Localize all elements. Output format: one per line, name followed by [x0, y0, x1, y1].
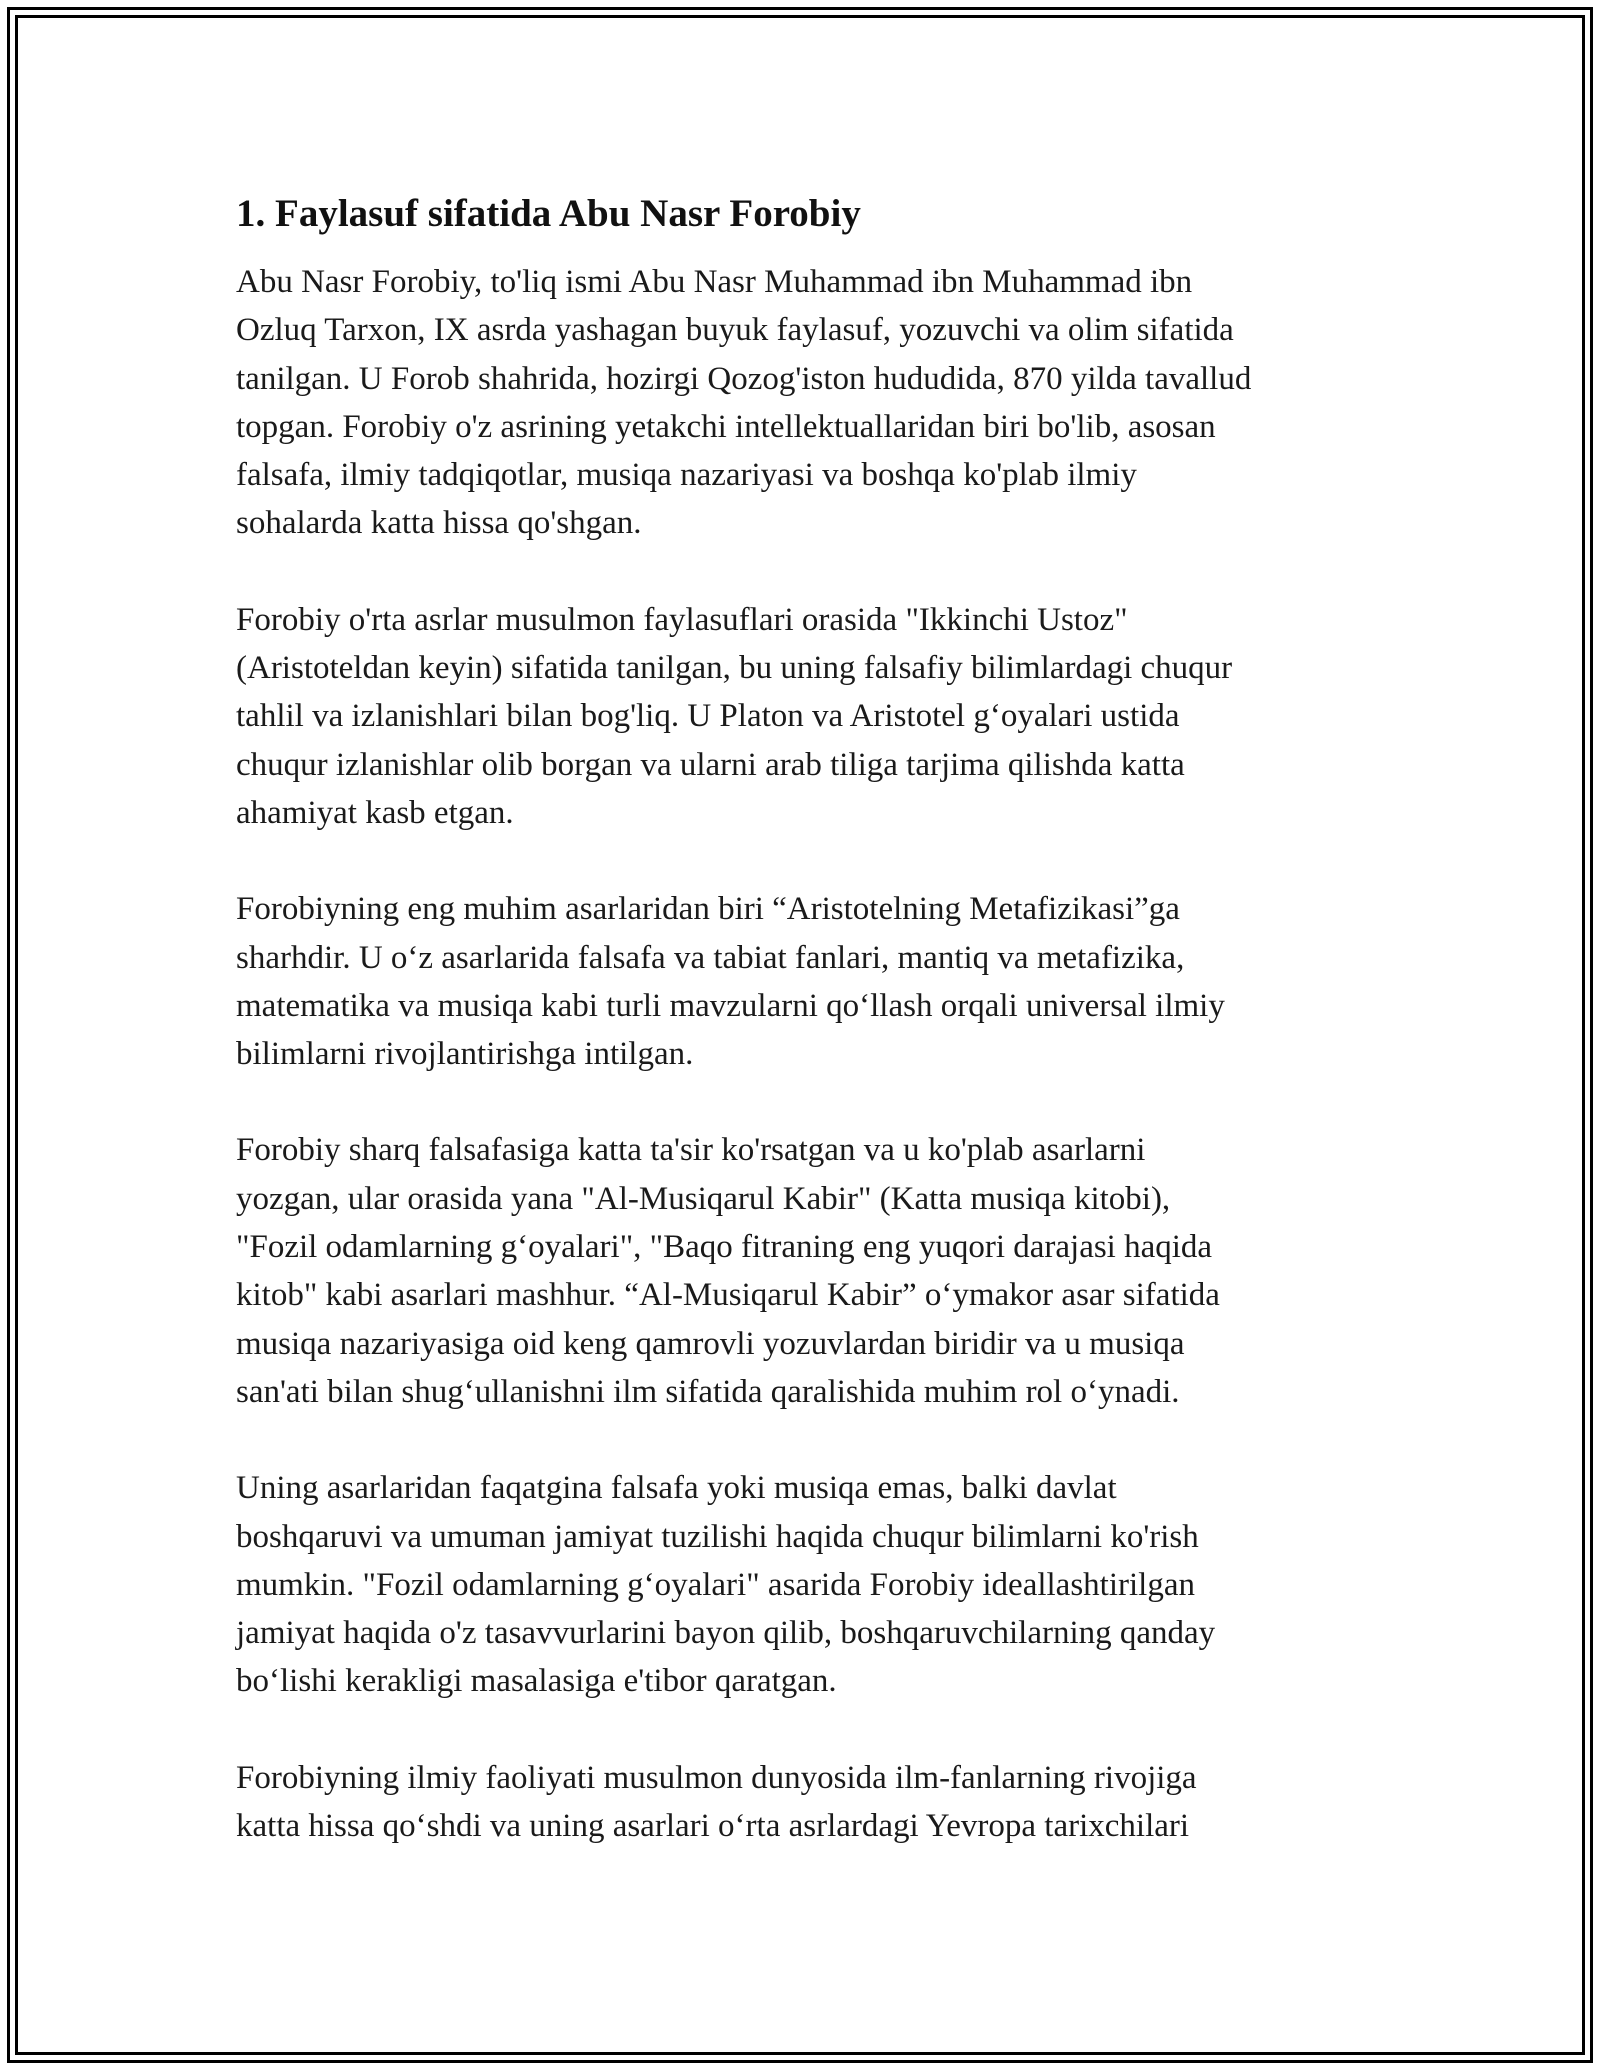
paragraph-6: Forobiyning ilmiy faoliyati musulmon dunyosida ilm-fanlarning rivojiga katta hissa qo‘shdi va uning asarlari o‘rta asrlardagi Yevropa tarixchilari: [236, 1759, 1197, 1845]
paragraph-4: Forobiy sharq falsafasiga katta ta'sir ko'rsatgan va u ko'plab asarlarni yozgan, ular orasida yana "Al-Musiqarul Kabir" (Katta musiqa kitobi), "Fozil odamlarning g‘oyalari", "Baqo fitraning eng yuqori darajasi haqida kitob" kabi asarlari mashhur. “Al-Musiqarul Kabir” o‘ymakor asar sifatida musiqa nazariyasiga oid keng qamrovli yozuvlardan biridir va u musiqa san'ati bilan shug‘ullanishni ilm sifatida qaralishida muhim rol o‘ynadi.: [236, 1132, 1220, 1410]
section-heading: 1. Faylasuf sifatida Abu Nasr Forobiy: [236, 192, 861, 235]
document-body: [236, 188, 1386, 1898]
paragraph-5: Uning asarlaridan faqatgina falsafa yoki musiqa emas, balki davlat boshqaruvi va umuman jamiyat tuzilishi haqida chuqur bilimlarni ko'rish mumkin. "Fozil odamlarning g‘oyalari" asarida Forobiy ideallashtirilgan jamiyat haqida o'z tasavvurlarini bayon qilib, boshqaruvchilarning qanday bo‘lishi kerakligi masalasiga e'tibor qaratgan.: [236, 1470, 1216, 1700]
paragraph-1: Abu Nasr Forobiy, to'liq ismi Abu Nasr Muhammad ibn Muhammad ibn Ozluq Tarxon, IX asrda yashagan buyuk faylasuf, yozuvchi va olim sifatida tanilgan. U Forob shahrida, hozirgi Qozog'iston hududida, 870 yilda tavallud topgan. Forobiy o'z asrining yetakchi intellektuallaridan biri bo'lib, asosan falsafa, ilmiy tadqiqotlar, musiqa nazariyasi va boshqa ko'plab ilmiy sohalarda katta hissa qo'shgan.: [236, 264, 1252, 542]
paragraph-3: Forobiyning eng muhim asarlaridan biri “Aristotelning Metafizikasi”ga sharhdir. U o‘z asarlarida falsafa va tabiat fanlari, mantiq va metafizika, matematika va musiqa kabi turli mavzularni qo‘llash orqali universal ilmiy bilimlarni rivojlantirishga intilgan.: [236, 891, 1225, 1073]
paragraph-2: Forobiy o'rta asrlar musulmon faylasuflari orasida "Ikkinchi Ustoz" (Aristoteldan keyin) sifatida tanilgan, bu uning falsafiy bilimlardagi chuqur tahlil va izlanishlari bilan bog'liq. U Platon va Aristotel g‘oyalari ustida chuqur izlanishlar olib borgan va ularni arab tiliga tarjima qilishda katta ahamiyat kasb etgan.: [236, 601, 1233, 831]
